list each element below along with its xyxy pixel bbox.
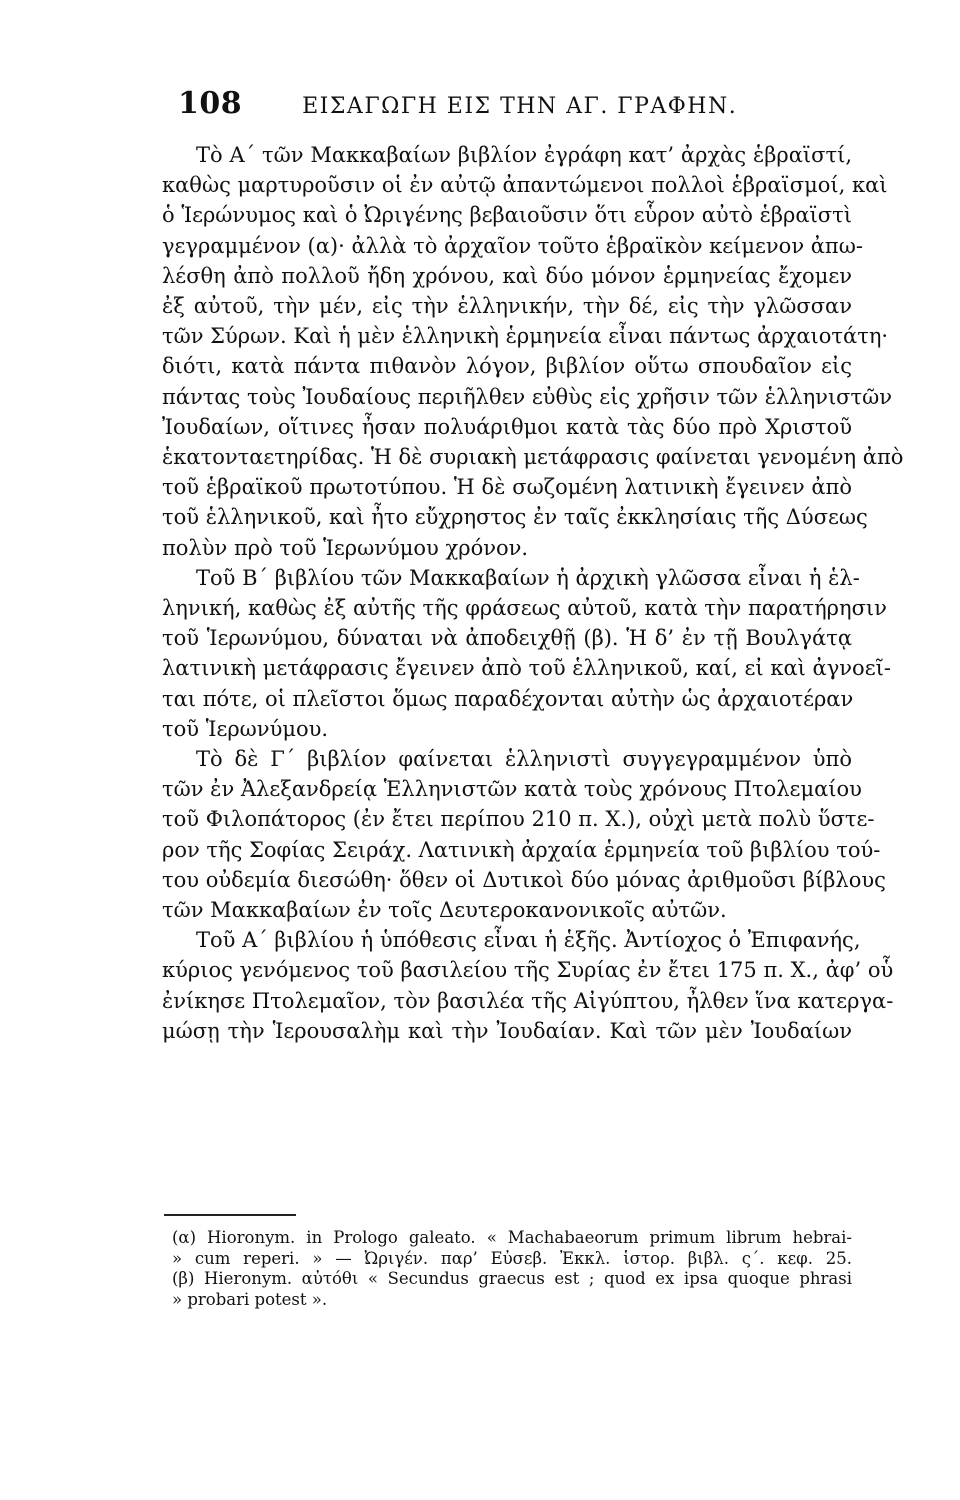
text-line: πολὺν πρὸ τοῦ Ἱερωνύμου χρόνον. bbox=[162, 535, 529, 560]
text-line: τοῦ Ἱερωνύμου. bbox=[162, 716, 329, 741]
text-line: ἐξ αὐτοῦ, τὴν μέν, εἰς τὴν ἑλληνικήν, τὴν δέ, εἰς τὴν γλῶσσαν bbox=[162, 294, 852, 319]
text-line: λατινικὴ μετάφρασις ἔγεινεν ἀπὸ τοῦ ἑλληνικοῦ, καί, εἰ καὶ ἀγνοεῖ- bbox=[162, 656, 891, 681]
text-line: Τοῦ Α΄ βιβλίου ἡ ὑπόθεσις εἶναι ἡ ἑξῆς. Ἀντίοχος ὁ Ἐπιφανής, bbox=[196, 928, 861, 953]
text-line: πάντας τοὺς Ἰουδαίους περιῆλθεν εὐθὺς εἰς χρῆσιν τῶν ἑλληνιστῶν bbox=[162, 384, 893, 409]
running-head: ΕΙΣΑΓΩΓΗ ΕΙΣ ΤΗΝ ΑΓ. ΓΡΑΦΗΝ. bbox=[302, 94, 738, 119]
page-header bbox=[178, 86, 818, 121]
text-line: μώσῃ τὴν Ἱερουσαλὴμ καὶ τὴν Ἰουδαίαν. Καὶ τῶν μὲν Ἰουδαίων bbox=[162, 1018, 852, 1043]
text-line: ἐνίκησε Πτολεμαῖον, τὸν βασιλέα τῆς Αἰγύπτου, ἦλθεν ἵνα κατεργα- bbox=[162, 988, 894, 1013]
footnote-line: (β) Hieronym. αὐτόθι « Secundus graecus est ; quod ex ipsa quoque phrasi bbox=[172, 1269, 852, 1288]
text-line: τῶν Σύρων. Καὶ ἡ μὲν ἑλληνικὴ ἑρμηνεία εἶναι πάντως ἀρχαιοτάτη· bbox=[162, 324, 889, 349]
body-text bbox=[162, 140, 904, 1046]
text-line: τοῦ ἑλληνικοῦ, καὶ ἦτο εὔχρηστος ἐν ταῖς ἐκκλησίαις τῆς Δύσεως bbox=[162, 505, 868, 530]
text-line: τοῦ Ἱερωνύμου, δύναται νὰ ἀποδειχθῇ (β). Ἡ δ’ ἐν τῇ Βουλγάτᾳ bbox=[162, 626, 852, 651]
text-line: τοῦ ἑβραϊκοῦ πρωτοτύπου. Ἡ δὲ σωζομένη λατινικὴ ἔγεινεν ἀπὸ bbox=[162, 475, 852, 500]
footnote-line: » cum reperi. » — Ὠριγέν. παρ’ Εὐσεβ. Ἐκκλ. ἱστορ. βιβλ. ς΄. κεφ. 25. bbox=[172, 1248, 852, 1268]
text-line: κύριος γενόμενος τοῦ βασιλείου τῆς Συρίας ἐν ἔτει 175 π. Χ., ἀφ’ οὗ bbox=[162, 958, 894, 983]
text-line: Ἰουδαίων, οἵτινες ἦσαν πολυάριθμοι κατὰ τὰς δύο πρὸ Χριστοῦ bbox=[162, 414, 852, 439]
page-number: 108 bbox=[178, 86, 243, 121]
footnote-line: » probari potest ». bbox=[172, 1289, 328, 1309]
text-line: Τοῦ Β΄ βιβλίου τῶν Μακκαβαίων ἡ ἀρχικὴ γλῶσσα εἶναι ἡ ἑλ- bbox=[196, 565, 860, 590]
text-line: τῶν ἐν Ἀλεξανδρείᾳ Ἑλληνιστῶν κατὰ τοὺς χρόνους Πτολεμαίου bbox=[162, 777, 862, 802]
text-line: ληνική, καθὼς ἐξ αὐτῆς τῆς φράσεως αὐτοῦ, κατὰ τὴν παρατήρησιν bbox=[162, 596, 887, 621]
text-line: ρον τῆς Σοφίας Σειράχ. Λατινικὴ ἀρχαία ἑρμηνεία τοῦ βιβλίου τού- bbox=[162, 837, 881, 862]
footnotes bbox=[172, 1228, 852, 1310]
text-line: λέσθη ἀπὸ πολλοῦ ἤδη χρόνου, καὶ δύο μόνον ἑρμηνείας ἔχομεν bbox=[162, 263, 852, 288]
text-line: ὁ Ἱερώνυμος καὶ ὁ Ὠριγένης βεβαιοῦσιν ὅτι εὗρον αὐτὸ ἑβραϊστὶ bbox=[162, 203, 852, 228]
text-line: τῶν Μακκαβαίων ἐν τοῖς Δευτεροκανονικοῖς αὐτῶν. bbox=[162, 898, 727, 923]
text-line: του οὐδεμία διεσώθη· ὅθεν οἱ Δυτικοὶ δύο μόνας ἀριθμοῦσι βίβλους bbox=[162, 867, 886, 892]
text-line: ἑκατονταετηρίδας. Ἡ δὲ συριακὴ μετάφρασις φαίνεται γενομένη ἀπὸ bbox=[162, 445, 904, 470]
text-line: διότι, κατὰ πάντα πιθανὸν λόγον, βιβλίον οὕτω σπουδαῖον εἰς bbox=[162, 354, 852, 379]
text-line: τοῦ Φιλοπάτορος (ἐν ἔτει περίπου 210 π. Χ.), οὐχὶ μετὰ πολὺ ὕστε- bbox=[162, 807, 875, 832]
text-line: Τὸ δὲ Γ΄ βιβλίον φαίνεται ἑλληνιστὶ συγγεγραμμένον ὑπὸ bbox=[196, 747, 852, 772]
text-line: γεγραμμένον (α)· ἀλλὰ τὸ ἀρχαῖον τοῦτο ἑβραϊκὸν κείμενον ἀπω- bbox=[162, 233, 863, 258]
footnote-rule bbox=[164, 1214, 296, 1216]
text-line: ται πότε, οἱ πλεῖστοι ὅμως παραδέχονται αὐτὴν ὡς ἀρχαιοτέραν bbox=[162, 686, 854, 711]
text-line: Τὸ Α΄ τῶν Μακκαβαίων βιβλίον ἐγράφη κατ’ ἀρχὰς ἑβραϊστί, bbox=[196, 143, 852, 167]
footnote-line: (α) Hioronym. in Prologo galeato. « Machabaeorum primum librum hebrai- bbox=[172, 1228, 852, 1247]
text-line: καθὼς μαρτυροῦσιν οἱ ἐν αὐτῷ ἀπαντώμενοι πολλοὶ ἑβραϊσμοί, καὶ bbox=[162, 173, 888, 198]
